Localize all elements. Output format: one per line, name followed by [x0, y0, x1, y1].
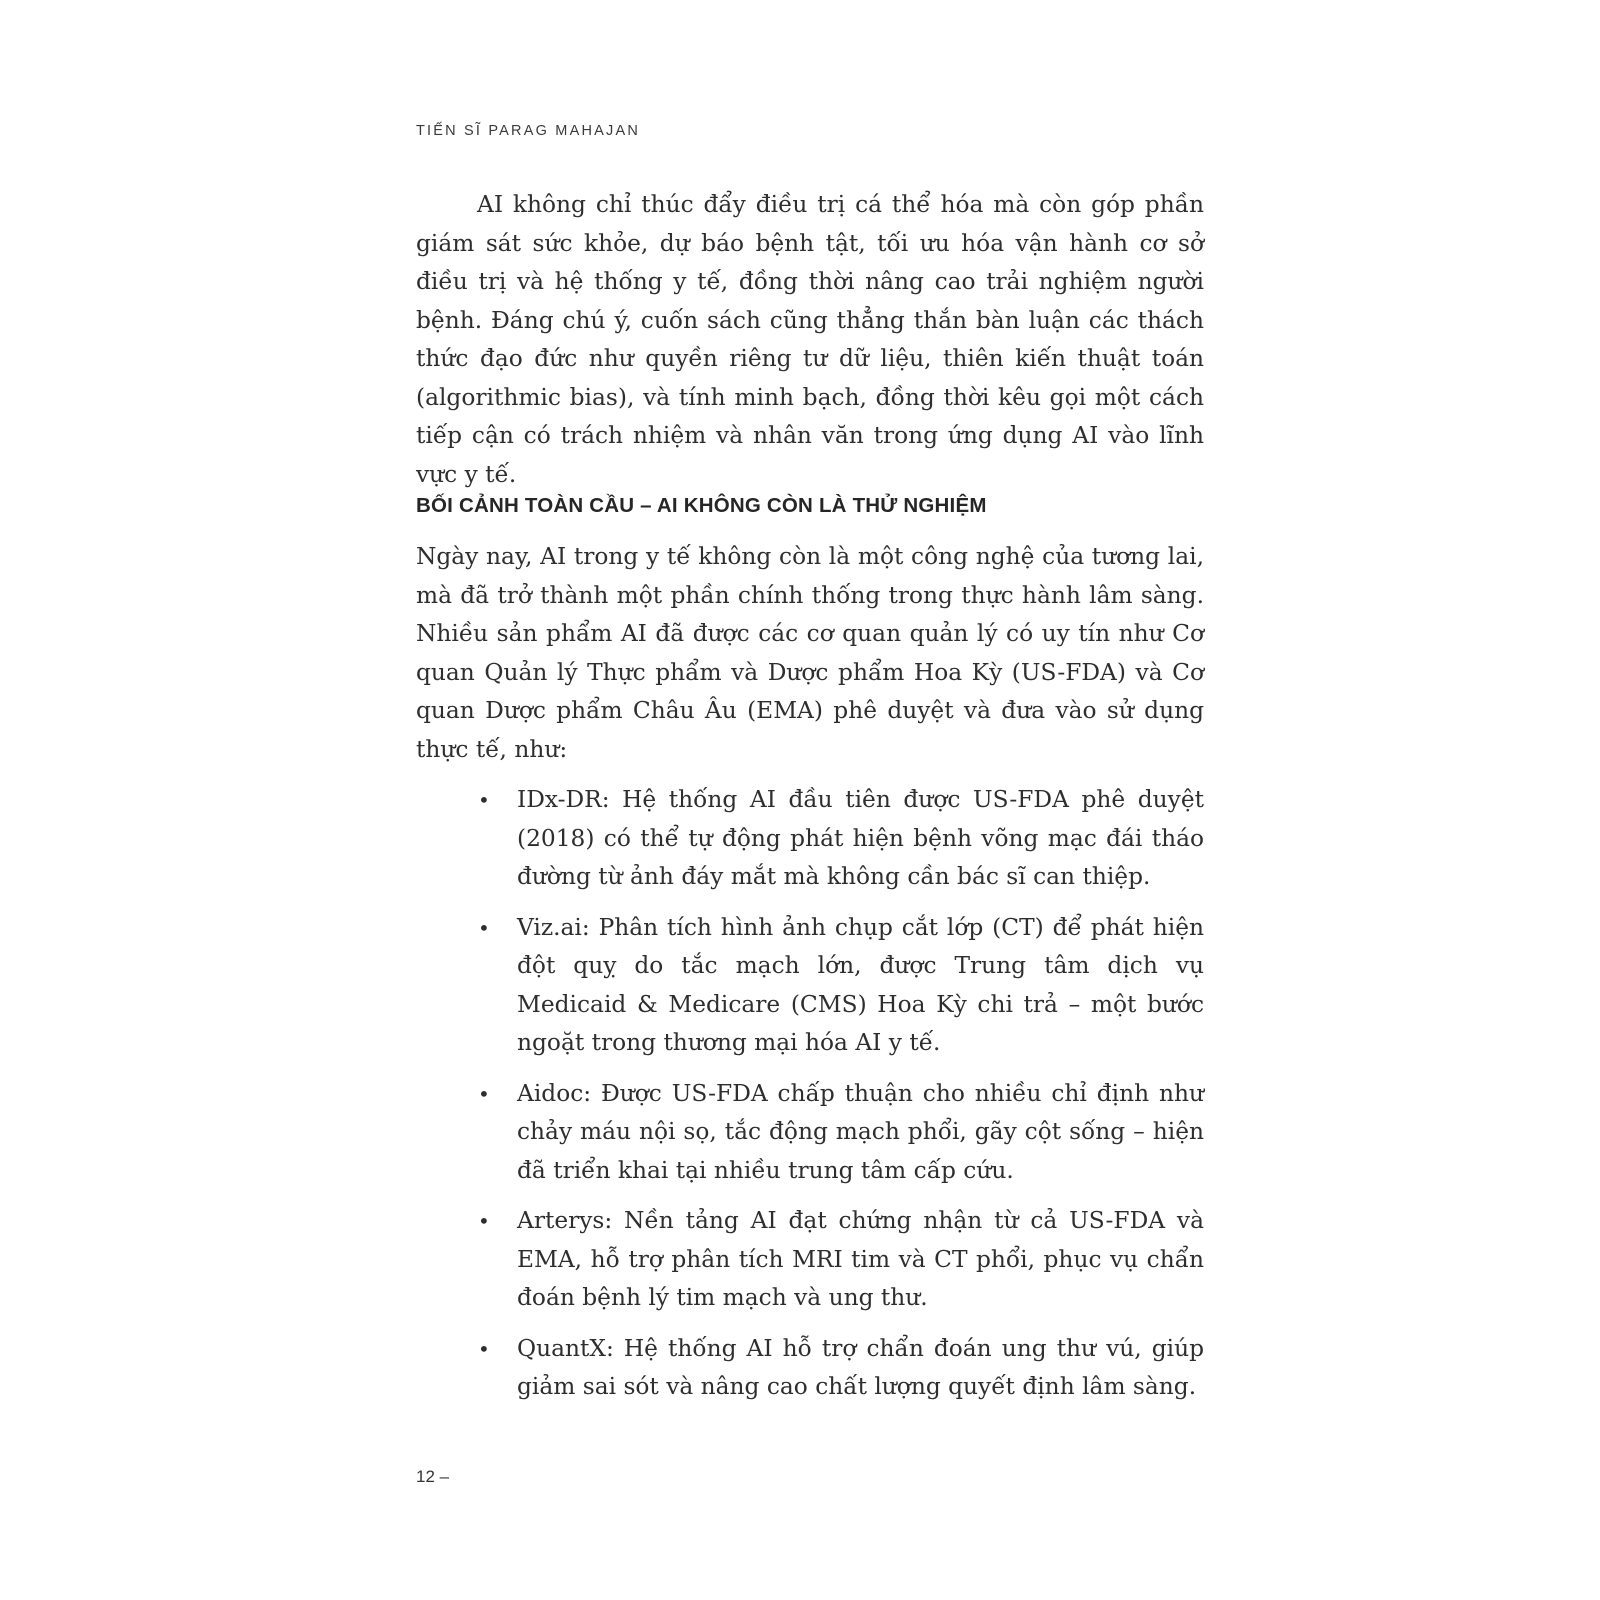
page-number: 12 –	[416, 1467, 450, 1486]
bullet-text: Viz.ai: Phân tích hình ảnh chụp cắt lớp (CT) để phát hiện đột quỵ do tắc mạch lớn, được Trung tâm dịch vụ Medicaid & Medicare (CMS) Hoa Kỳ chi trả – một bước ngoặt trong thương mại hóa AI y tế.	[517, 913, 1204, 1056]
bullet-text: IDx-DR: Hệ thống AI đầu tiên được US-FDA phê duyệt (2018) có thể tự động phát hiện bệnh võng mạc đái tháo đường từ ảnh đáy mắt mà không cần bác sĩ can thiệp.	[517, 786, 1204, 890]
bullet-item-arterys	[416, 1202, 1204, 1318]
bullet-dot-icon: •	[478, 1081, 490, 1106]
bullet-dot-icon: •	[478, 788, 490, 812]
bullet-item-viz-ai	[416, 909, 1204, 1063]
bullet-text: Arterys: Nền tảng AI đạt chứng nhận từ cả US-FDA và EMA, hỗ trợ phân tích MRI tim và CT phổi, phục vụ chẩn đoán bệnh lý tim mạch và ung thư.	[517, 1207, 1204, 1311]
bullet-item-quantx	[416, 1330, 1204, 1407]
running-head: TIẾN SĨ PARAG MAHAJAN	[416, 123, 640, 139]
lead-paragraph: Ngày nay, AI trong y tế không còn là một công nghệ của tương lai, mà đã trở thành một phần chính thống trong thực hành lâm sàng. Nhiều sản phẩm AI đã được các cơ quan quản lý có uy tín như Cơ quan Quản lý Thực phẩm và Dược phẩm Hoa Kỳ (US-FDA) và Cơ quan Dược phẩm Châu Âu (EMA) phê duyệt và đưa vào sử dụng thực tế, như:	[416, 543, 1204, 763]
intro-paragraph: AI không chỉ thúc đẩy điều trị cá thể hóa mà còn góp phần giám sát sức khỏe, dự báo bệnh tật, tối ưu hóa vận hành cơ sở điều trị và hệ thống y tế, đồng thời nâng cao trải nghiệm người bệnh. Đáng chú ý, cuốn sách cũng thẳng thắn bàn luận các thách thức đạo đức như quyền riêng tư dữ liệu, thiên kiến thuật toán (algorithmic bias), và tính minh bạch, đồng thời kêu gọi một cách tiếp cận có trách nhiệm và nhân văn trong ứng dụng AI vào lĩnh vực y tế.	[416, 191, 1204, 488]
bullet-dot-icon: •	[478, 915, 490, 940]
bullet-text: Aidoc: Được US-FDA chấp thuận cho nhiều chỉ định như chảy máu nội sọ, tắc động mạch phổi, gãy cột sống – hiện đã triển khai tại nhiều trung tâm cấp cứu.	[517, 1079, 1204, 1184]
bullet-text: QuantX: Hệ thống AI hỗ trợ chẩn đoán ung thư vú, giúp giảm sai sót và nâng cao chất lượng quyết định lâm sàng.	[517, 1334, 1204, 1400]
bullet-item-idx-dr	[416, 781, 1204, 897]
bullet-dot-icon: •	[478, 1209, 490, 1233]
bullet-dot-icon: •	[478, 1336, 490, 1361]
section-heading: BỐI CẢNH TOÀN CẦU – AI KHÔNG CÒN LÀ THỬ NGHIỆM	[416, 494, 987, 517]
product-bullet-list	[416, 781, 1204, 1419]
bullet-item-aidoc	[416, 1075, 1204, 1191]
